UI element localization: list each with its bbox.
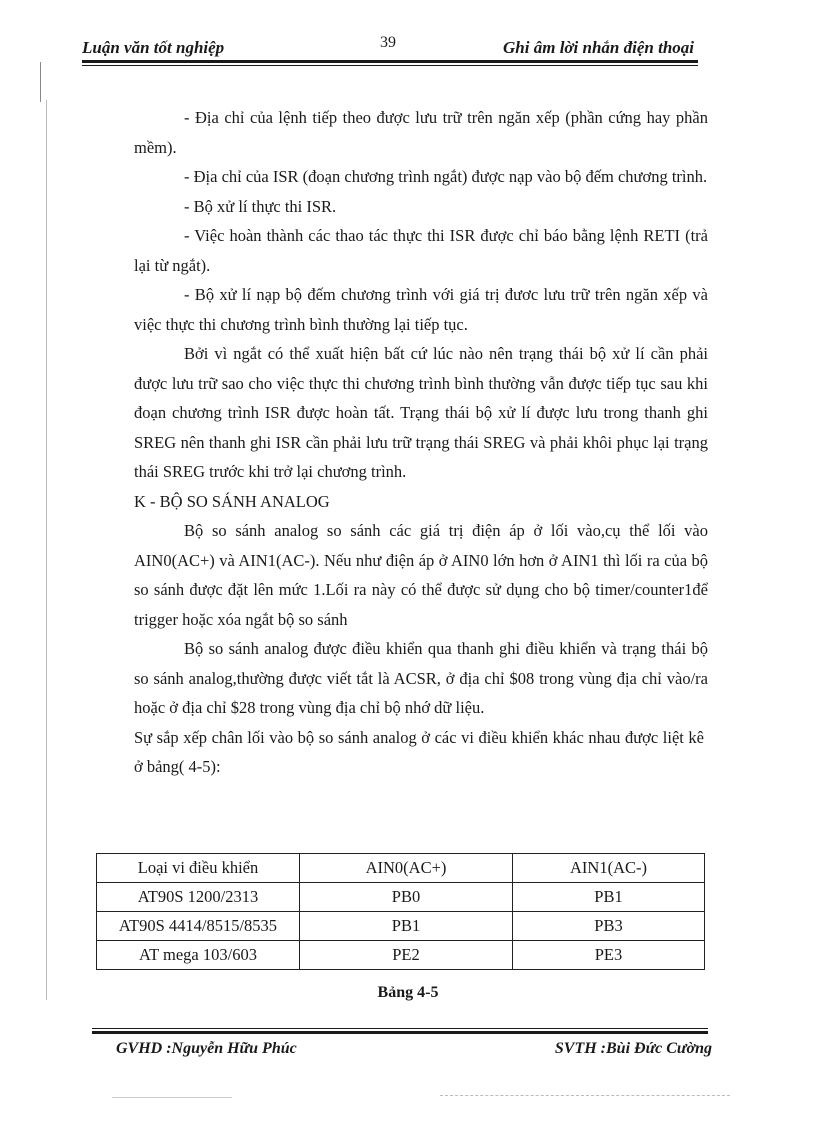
- footer-rule: [92, 1031, 708, 1034]
- header-subtitle: Ghi âm lời nhắn điện thoại: [503, 38, 694, 57]
- paragraph: - Việc hoàn thành các thao tác thực thi ISR được chỉ báo bằng lệnh RETI (trả lại từ ngắt).: [134, 226, 708, 275]
- table-header-cell: AIN0(AC+): [300, 854, 513, 883]
- table-cell: PB0: [300, 883, 513, 912]
- table-cell: AT90S 4414/8515/8535: [97, 912, 300, 941]
- table-cell: PB1: [300, 912, 513, 941]
- table-row: [97, 883, 705, 912]
- header-title: Luận văn tốt nghiệp: [82, 38, 225, 57]
- table-cell: PE3: [513, 941, 705, 970]
- scan-dash-line: [112, 1097, 232, 1098]
- table-row: [97, 912, 705, 941]
- paragraph: Bộ so sánh analog được điều khiển qua thanh ghi điều khiển và trạng thái bộ so sánh analog,thường được viết tắt là ACSR, ở địa chỉ $08 trong vùng địa chỉ vào/ra hoặc ở địa chỉ $28 trong vùng địa chỉ bộ nhớ dữ liệu.: [134, 639, 708, 717]
- table-cell: PB3: [513, 912, 705, 941]
- table-cell: PE2: [300, 941, 513, 970]
- paragraph: Bộ so sánh analog so sánh các giá trị điện áp ở lối vào,cụ thể lối vào AIN0(AC+) và AIN1(AC-). Nếu như điện áp ở AIN0 lớn hơn ở AIN1 thì lối ra của bộ so sánh được đặt lên mức 1.Lối ra này có thể được sử dụng cho bộ timer/counter1để trigger hoặc xóa ngắt bộ so sánh: [134, 521, 708, 629]
- paragraph: Bởi vì ngắt có thể xuất hiện bất cứ lúc nào nên trạng thái bộ xử lí cần phải được lưu trữ sao cho việc thực thi chương trình bình thường vẫn được tiếp tục sau khi đoạn chương trình ISR được hoàn tất. Trạng thái bộ xử lí được lưu trong thanh ghi SREG nên thanh ghi ISR cần phải lưu trữ trạng thái SREG và phải khôi phục lại trạng thái SREG trước khi trở lại chương trình.: [134, 344, 708, 481]
- header-rule: [82, 60, 698, 63]
- table-cell: AT mega 103/603: [97, 941, 300, 970]
- paragraph: - Địa chỉ của lệnh tiếp theo được lưu trữ trên ngăn xếp (phần cứng hay phần mềm).: [134, 108, 708, 157]
- table-cell: PB1: [513, 883, 705, 912]
- footer-advisor: GVHD :Nguyễn Hữu Phúc: [116, 1040, 297, 1057]
- footer-rule-thin: [92, 1028, 708, 1029]
- table-cell: AT90S 1200/2313: [97, 883, 300, 912]
- paragraph: - Địa chỉ của ISR (đoạn chương trình ngắt) được nạp vào bộ đếm chương trình.: [184, 167, 708, 186]
- page-number: 39: [380, 34, 396, 51]
- table-caption: Bảng 4-5: [377, 984, 439, 1001]
- scan-margin-line: [46, 100, 47, 1000]
- table-header-row: [97, 854, 705, 883]
- comparator-pin-table: [96, 853, 705, 970]
- table-header-cell: Loại vi điều khiển: [97, 854, 300, 883]
- paragraph: - Bộ xử lí thực thi ISR.: [184, 196, 337, 216]
- paragraph: - Bộ xử lí nạp bộ đếm chương trình với giá trị đươc lưu trữ trên ngăn xếp và việc thực thi chương trình bình thường lại tiếp tục.: [134, 285, 708, 334]
- table-row: [97, 941, 705, 970]
- table-intro: Sự sắp xếp chân lối vào bộ so sánh analog ở các vi điều khiển khác nhau được liệt kê ở bảng( 4-5):: [134, 727, 704, 776]
- table-header-cell: AIN1(AC-): [513, 854, 705, 883]
- header-rule-thin: [82, 65, 698, 66]
- page-body: [134, 103, 708, 782]
- footer-student: SVTH :Bùi Đức Cường: [554, 1040, 712, 1057]
- scan-margin-line: [40, 62, 41, 102]
- section-title: K - BỘ SO SÁNH ANALOG: [134, 491, 330, 511]
- scan-dash-line: [440, 1095, 730, 1096]
